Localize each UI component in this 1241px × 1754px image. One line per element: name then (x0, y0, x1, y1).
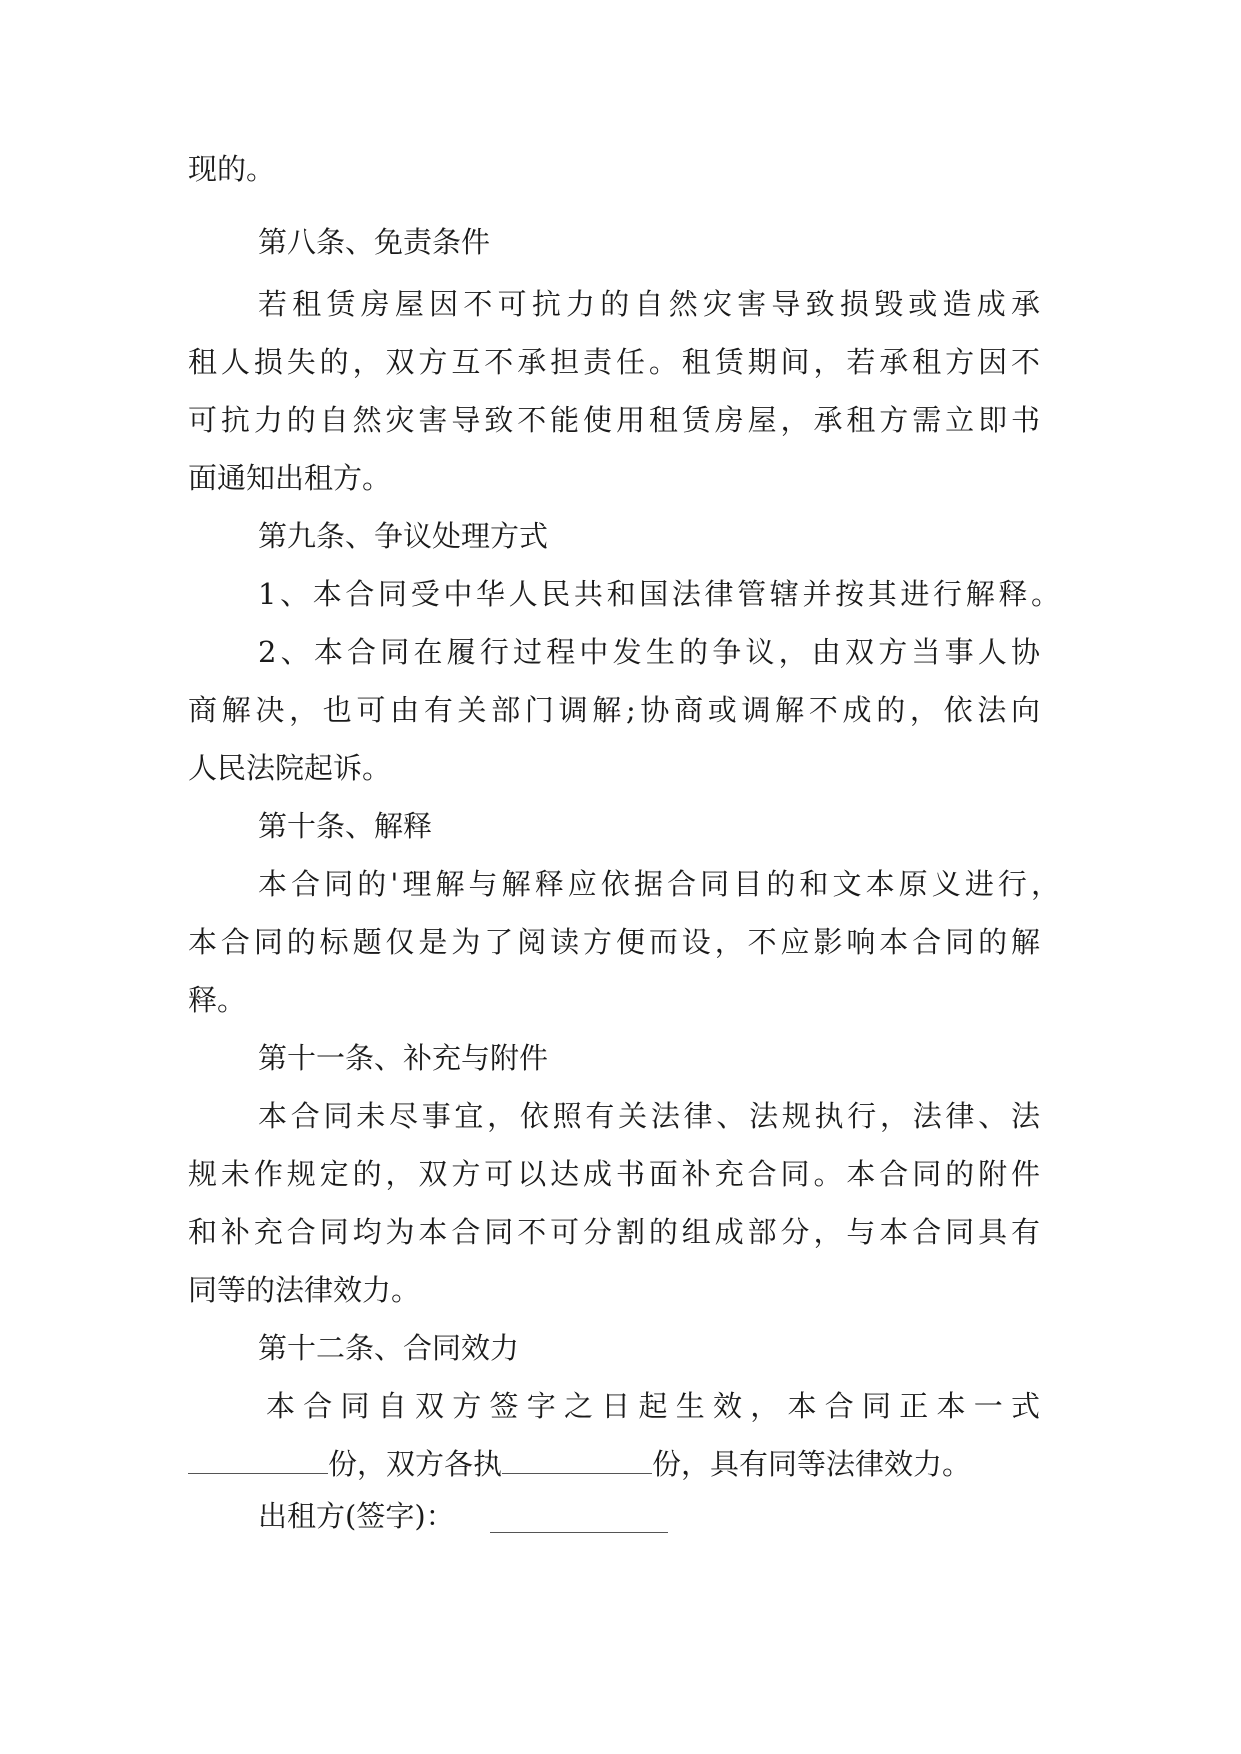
clause-heading: 第八条、免责条件 (258, 225, 491, 259)
clause-heading: 第十二条、合同效力 (258, 1331, 520, 1365)
copies-text-1: 份，双方各执 (328, 1447, 503, 1481)
copies-line (188, 1444, 1060, 1484)
copies-text-2: 份，具有同等法律效力。 (652, 1447, 972, 1481)
text-line: 和补充合同均为本合同不可分割的组成部分，与本合同具有 (188, 1215, 1040, 1249)
text-line: 本合同的'理解与解释应依据合同目的和文本原义进行， (258, 867, 1060, 901)
text-line: 若租赁房屋因不可抗力的自然灾害导致损毁或造成承 (258, 287, 1040, 321)
text-line: 面通知出租方。 (188, 461, 392, 495)
text-line: 本合同自双方签字之日起生效，本合同正本一式 (266, 1389, 1040, 1423)
text-line: 可抗力的自然灾害导致不能使用租赁房屋，承租方需立即书 (188, 403, 1040, 437)
text-line: 人民法院起诉。 (188, 751, 392, 785)
text-line: 商解决，也可由有关部门调解;协商或调解不成的，依法向 (188, 693, 1040, 727)
text-line: 同等的法律效力。 (188, 1273, 421, 1307)
copies-each-blank[interactable] (502, 1445, 652, 1474)
text-line: 本合同未尽事宜，依照有关法律、法规执行，法律、法 (258, 1099, 1040, 1133)
text-line: 2、本合同在履行过程中发生的争议，由双方当事人协 (258, 635, 1040, 669)
text-line: 1、本合同受中华人民共和国法律管辖并按其进行解释。 (258, 577, 1060, 611)
clause-heading: 第十一条、补充与附件 (258, 1041, 549, 1075)
lessor-signature-label: 出租方(签字)： (258, 1499, 455, 1533)
text-line: 释。 (188, 983, 247, 1017)
clause-heading: 第十条、解释 (258, 809, 433, 843)
lessor-signature-blank[interactable] (490, 1532, 668, 1533)
text-line: 规未作规定的，双方可以达成书面补充合同。本合同的附件 (188, 1157, 1040, 1191)
copies-total-blank[interactable] (188, 1445, 328, 1474)
text-line: 租人损失的，双方互不承担责任。租赁期间，若承租方因不 (188, 345, 1040, 379)
clause-heading: 第九条、争议处理方式 (258, 519, 549, 553)
text-line: 现的。 (188, 152, 276, 186)
text-line: 本合同的标题仅是为了阅读方便而设，不应影响本合同的解 (188, 925, 1040, 959)
